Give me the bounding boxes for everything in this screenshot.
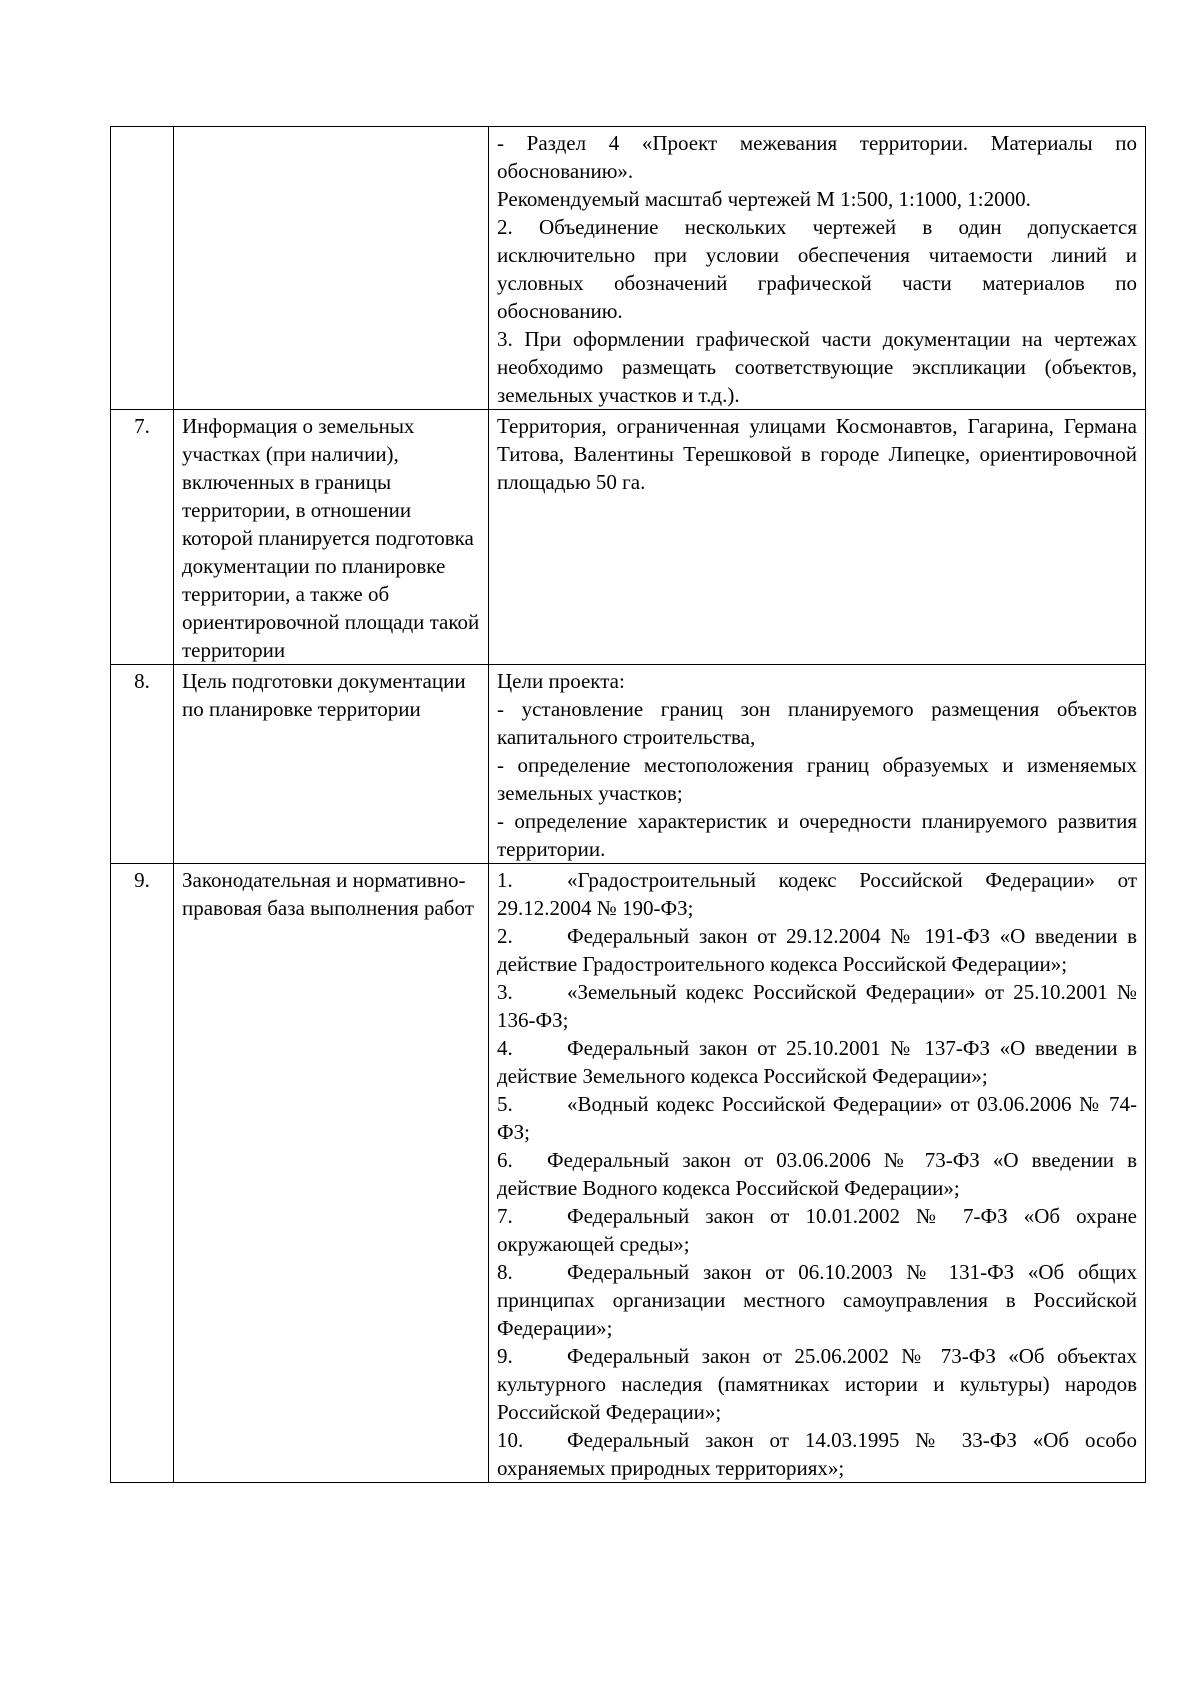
territory-description: Территория, ограниченная улицами Космонавтов, Гагарина, Германа Титова, Валентины Терешковой в городе Липецке, ориентировочной площадью 50 га. [497,414,1137,494]
row-number [111,127,174,410]
table-row-9 [111,864,1146,1483]
table-row-8 [111,665,1146,864]
law-item [497,866,1137,922]
goals-heading: Цели проекта: [497,669,625,693]
law-item [497,1146,1137,1202]
row-title [174,127,489,410]
law-item [497,1034,1137,1090]
row-number: 7. [111,410,174,665]
law-number: 8. [497,1260,513,1284]
row-title: Законодательная и нормативно-правовая база выполнения работ [174,864,489,1483]
law-number: 10. [497,1428,524,1452]
law-number: 5. [497,1092,513,1116]
row-content [489,665,1146,864]
goal-item: - определение местоположения границ образуемых и изменяемых земельных участков; [497,753,1137,805]
law-number: 7. [497,1204,513,1228]
law-number: 6. [497,1148,513,1172]
goal-item: - установление границ зон планируемого размещения объектов капитального строительства, [497,697,1137,749]
law-item [497,978,1137,1034]
row-content [489,127,1146,410]
law-number: 9. [497,1344,513,1368]
table-row-7 [111,410,1146,665]
row-content [489,410,1146,665]
section-4-note: - Раздел 4 «Проект межевания территории. Материалы по обоснованию». [497,131,1137,183]
law-item [497,1342,1137,1426]
row-number: 9. [111,864,174,1483]
law-number: 1. [497,868,513,892]
specification-table [110,126,1146,1483]
law-text: Федеральный закон от 06.10.2003 № 131-ФЗ «Об общих принципах организации местного самоуправления в Российской Федерации»; [497,1260,1137,1340]
law-text: «Водный кодекс Российской Федерации» от 03.06.2006 № 74-ФЗ; [497,1092,1137,1144]
law-text: «Градостроительный кодекс Российской Федерации» от 29.12.2004 № 190-ФЗ; [497,868,1137,920]
law-item [497,1202,1137,1258]
table-row-continuation [111,127,1146,410]
law-item [497,1090,1137,1146]
law-number: 3. [497,980,513,1004]
law-text: Федеральный закон от 14.03.1995 № 33-ФЗ «Об особо охраняемых природных территориях»; [497,1428,1137,1480]
law-number: 2. [497,924,513,948]
row-title: Информация о земельных участках (при наличии), включенных в границы территории, в отношении которой планируется подготовка документации по планировке территории, а также об ориентировочной площади такой территории [174,410,489,665]
law-text: Федеральный закон от 03.06.2006 № 73-ФЗ «О введении в действие Водного кодекса Российской Федерации»; [497,1148,1137,1200]
law-text: «Земельный кодекс Российской Федерации» от 25.10.2001 № 136-ФЗ; [497,980,1137,1032]
scale-note: Рекомендуемый масштаб чертежей М 1:500, 1:1000, 1:2000. [497,187,1031,211]
explication-note: 3. При оформлении графической части документации на чертежах необходимо размещать соответствующие экспликации (объектов, земельных участков и т.д.). [497,327,1137,407]
law-item [497,1258,1137,1342]
row-content [489,864,1146,1483]
law-text: Федеральный закон от 29.12.2004 № 191-ФЗ «О введении в действие Градостроительного кодекса Российской Федерации»; [497,924,1137,976]
law-number: 4. [497,1036,513,1060]
law-item [497,922,1137,978]
law-item [497,1426,1137,1482]
law-text: Федеральный закон от 10.01.2002 № 7-ФЗ «Об охране окружающей среды»; [497,1204,1137,1256]
law-text: Федеральный закон от 25.06.2002 № 73-ФЗ «Об объектах культурного наследия (памятниках истории и культуры) народов Российской Федерации»; [497,1344,1137,1424]
goal-item: - определение характеристик и очередности планируемого развития территории. [497,809,1137,861]
law-text: Федеральный закон от 25.10.2001 № 137-ФЗ «О введении в действие Земельного кодекса Российской Федерации»; [497,1036,1137,1088]
row-title: Цель подготовки документации по планировке территории [174,665,489,864]
row-number: 8. [111,665,174,864]
merge-drawings-note: 2. Объединение нескольких чертежей в один допускается исключительно при условии обеспечения читаемости линий и условных обозначений графической части материалов по обоснованию. [497,215,1137,323]
